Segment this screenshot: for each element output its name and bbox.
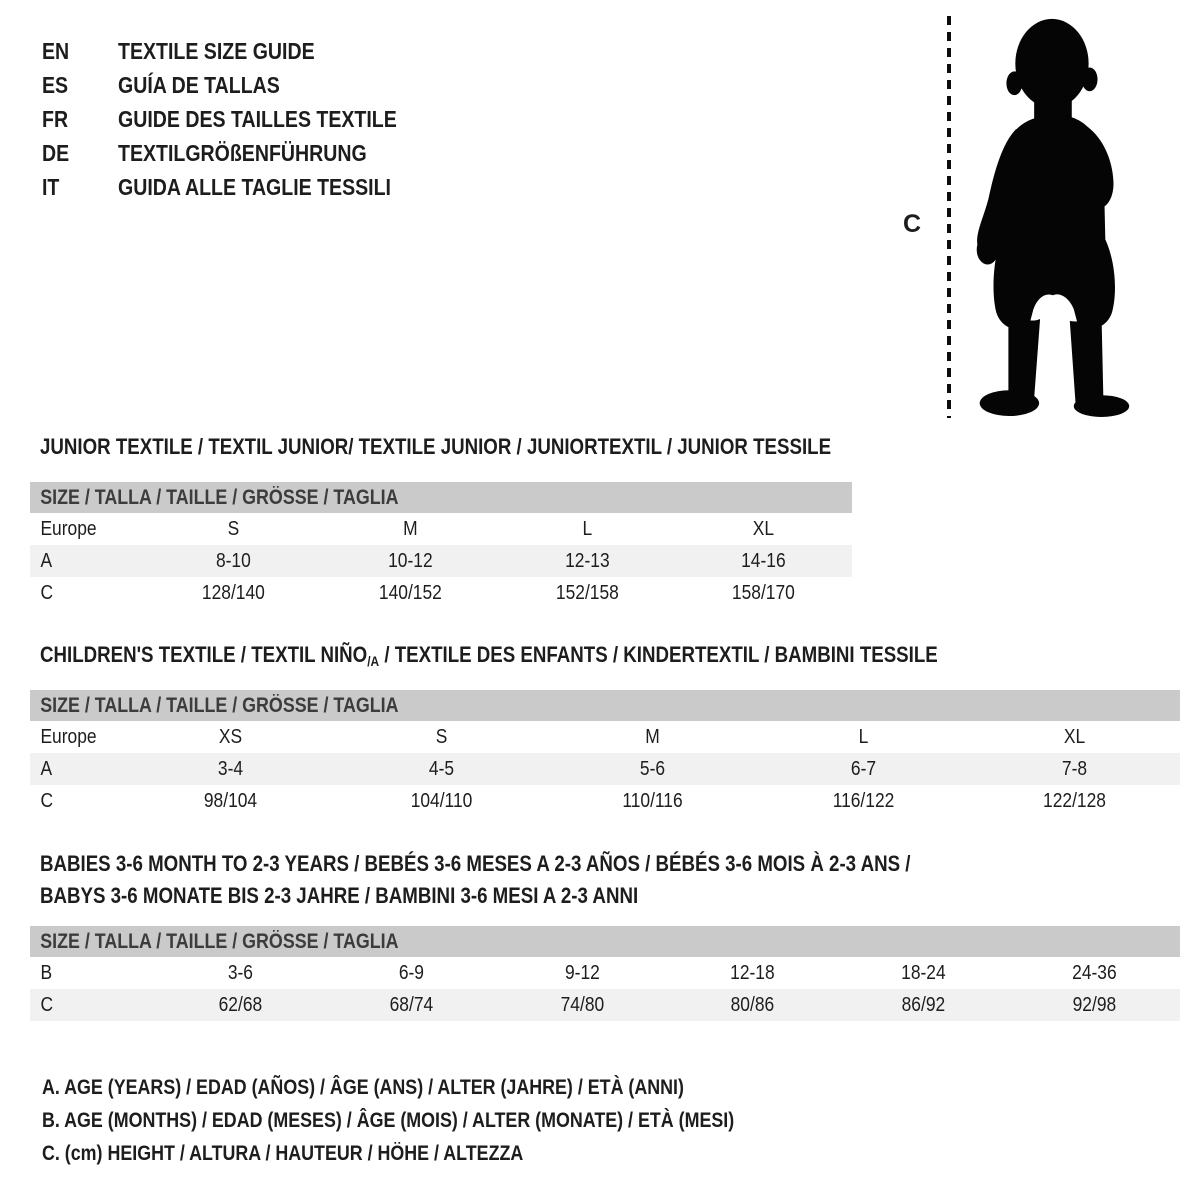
height-cell: 80/86 — [731, 993, 775, 1016]
lang-code: DE — [42, 139, 70, 166]
junior-section-title — [40, 434, 971, 460]
size-header-label: SIZE / TALLA / TAILLE / GRÖSSE / TAGLIA — [40, 485, 399, 509]
age-cell: 7-8 — [1061, 757, 1088, 780]
measure-legend — [42, 1071, 856, 1170]
lang-code: ES — [42, 71, 69, 98]
table-row-europe — [30, 721, 1180, 753]
size-cell: XL — [1063, 725, 1086, 748]
lang-row-de — [42, 136, 446, 170]
lang-code: EN — [42, 37, 70, 64]
months-cell: 24-36 — [1072, 961, 1117, 984]
height-cell: 158/170 — [732, 581, 796, 604]
children-size-table — [30, 690, 1180, 817]
height-cell: 104/110 — [410, 789, 473, 812]
size-cell: S — [227, 517, 240, 540]
lang-row-en — [42, 34, 446, 68]
table-row-age — [30, 753, 1180, 785]
months-cell: 12-18 — [730, 961, 776, 984]
lang-code: FR — [42, 105, 69, 132]
age-cell: 10-12 — [387, 549, 433, 572]
lang-title: TEXTILE SIZE GUIDE — [118, 37, 315, 64]
lang-row-es — [42, 68, 446, 102]
legend-line-c: C. (cm) HEIGHT / ALTURA / HAUTEUR / HÖHE / ALTEZZA — [42, 1141, 524, 1165]
size-cell: M — [402, 517, 418, 540]
row-label: C — [40, 993, 54, 1016]
age-cell: 8-10 — [215, 549, 251, 572]
age-cell: 12-13 — [564, 549, 610, 572]
size-cell: L — [582, 517, 592, 540]
children-section-title — [40, 642, 1096, 669]
height-cell: 140/152 — [378, 581, 442, 604]
row-label: A — [40, 549, 53, 572]
junior-size-table — [30, 482, 852, 609]
size-cell: XS — [218, 725, 243, 748]
language-title-list — [42, 34, 446, 204]
height-cell: 98/104 — [203, 789, 258, 812]
junior-section-title-text: JUNIOR TEXTILE / TEXTIL JUNIOR/ TEXTILE JUNIOR / JUNIORTEXTIL / JUNIOR TESSILE — [40, 434, 832, 459]
height-measure-label: C — [903, 210, 922, 238]
legend-line-a: A. AGE (YEARS) / EDAD (AÑOS) / ÂGE (ANS) / ALTER (JAHRE) / ETÀ (ANNI) — [42, 1075, 684, 1099]
size-header-label: SIZE / TALLA / TAILLE / GRÖSSE / TAGLIA — [40, 929, 399, 953]
babies-section-title-line2: BABYS 3-6 MONATE BIS 2-3 JAHRE / BAMBINI 3-6 MESI A 2-3 ANNI — [40, 883, 639, 908]
height-cell: 86/92 — [901, 993, 946, 1016]
size-cell: XL — [752, 517, 775, 540]
legend-line-b: B. AGE (MONTHS) / EDAD (MESES) / ÂGE (MOIS) / ALTER (MONATE) / ETÀ (MESI) — [42, 1108, 735, 1132]
lang-row-it — [42, 170, 446, 204]
lang-title: TEXTILGRÖßENFÜHRUNG — [118, 139, 367, 166]
height-cell: 152/158 — [555, 581, 619, 604]
age-cell: 14-16 — [741, 549, 786, 572]
height-cell: 92/98 — [1072, 993, 1117, 1016]
months-cell: 18-24 — [901, 961, 946, 984]
row-label: B — [40, 961, 53, 984]
height-cell: 110/116 — [622, 789, 683, 812]
age-cell: 5-6 — [639, 757, 666, 780]
months-cell: 6-9 — [398, 961, 424, 984]
table-row-europe — [30, 513, 852, 545]
age-cell: 3-4 — [217, 757, 244, 780]
row-label: C — [40, 581, 54, 604]
size-header-bar — [30, 690, 1180, 721]
lang-title: GUIDE DES TAILLES TEXTILE — [118, 105, 397, 132]
baby-silhouette-icon — [963, 12, 1135, 418]
height-cell: 128/140 — [201, 581, 265, 604]
lang-code: IT — [42, 173, 60, 200]
nino-a-subscript: /A — [367, 653, 380, 669]
height-cell: 62/68 — [218, 993, 263, 1016]
height-cell: 68/74 — [389, 993, 434, 1016]
age-cell: 4-5 — [428, 757, 455, 780]
size-cell: S — [435, 725, 448, 748]
age-cell: 6-7 — [850, 757, 877, 780]
size-header-label: SIZE / TALLA / TAILLE / GRÖSSE / TAGLIA — [40, 693, 399, 717]
lang-title: GUIDA ALLE TAGLIE TESSILI — [118, 173, 391, 200]
row-label: C — [40, 789, 54, 812]
lang-row-fr — [42, 102, 446, 136]
row-label: Europe — [40, 725, 97, 748]
size-cell: L — [858, 725, 869, 748]
lang-title: GUÍA DE TALLAS — [118, 71, 280, 98]
months-cell: 3-6 — [227, 961, 253, 984]
months-cell: 9-12 — [564, 961, 600, 984]
children-section-title-text: CHILDREN'S TEXTILE / TEXTIL $NIÑO_{/A}$ / TEXTILE DES ENFANTS / KINDERTEXTIL / BAMBINI TESSILE — [40, 642, 938, 669]
table-row-months — [30, 957, 1180, 989]
babies-size-table — [30, 926, 1180, 1021]
row-label: A — [40, 757, 53, 780]
table-row-height — [30, 577, 852, 609]
height-cell: 116/122 — [832, 789, 895, 812]
row-label: Europe — [40, 517, 97, 540]
size-header-bar — [30, 926, 1180, 957]
babies-section-title-line1: BABIES 3-6 MONTH TO 2-3 YEARS / BEBÉS 3-6 MESES A 2-3 AÑOS / BÉBÉS 3-6 MOIS À 2-3 ANS / — [40, 851, 911, 876]
size-header-bar — [30, 482, 852, 513]
table-row-height — [30, 785, 1180, 817]
height-cell: 74/80 — [560, 993, 604, 1016]
size-cell: M — [645, 725, 660, 748]
height-cell: 122/128 — [1043, 789, 1106, 812]
table-row-height — [30, 989, 1180, 1021]
table-row-age — [30, 545, 852, 577]
height-measure-dashed-line — [947, 16, 951, 418]
